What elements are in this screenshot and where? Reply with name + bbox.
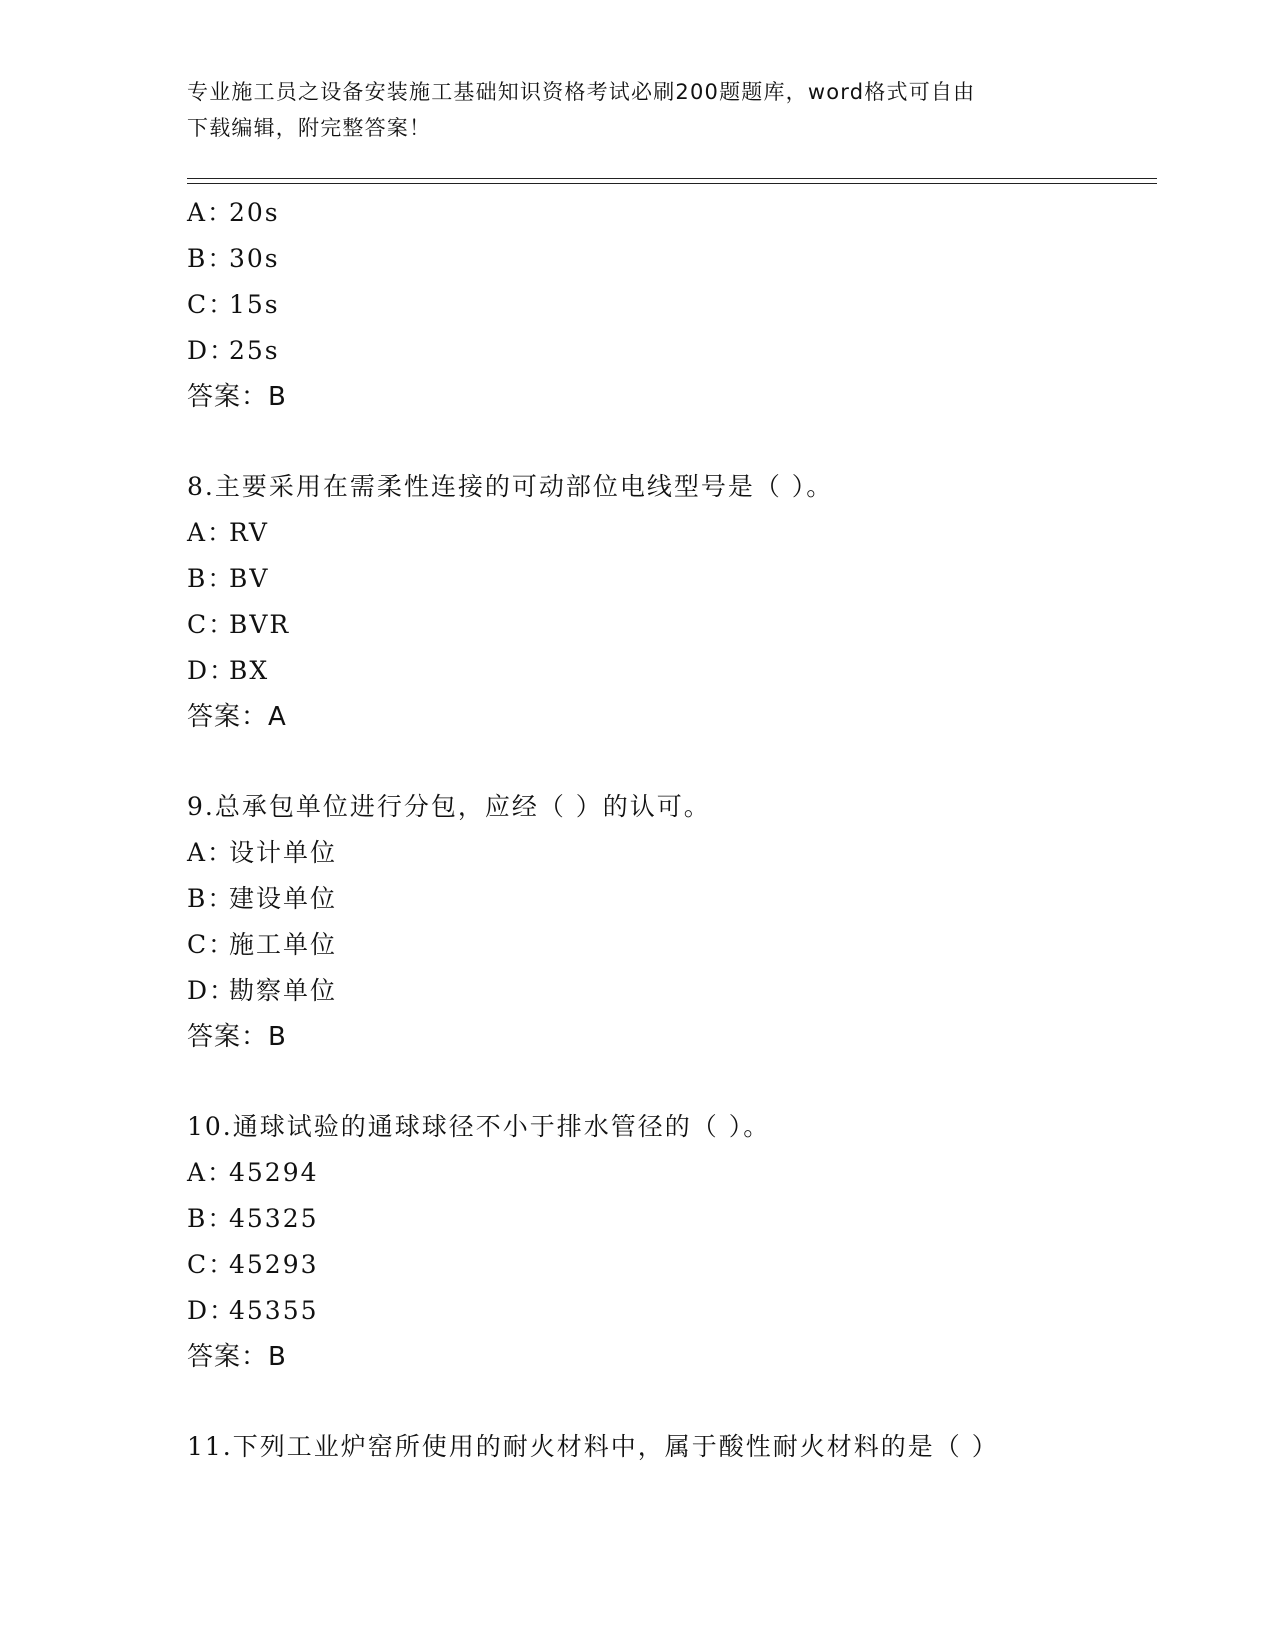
- document-header: [187, 74, 1077, 146]
- option-c: C：45293: [187, 1250, 319, 1279]
- header-divider-bottom: [187, 183, 1157, 184]
- question-block-9: [187, 784, 1137, 1060]
- option-d: D：勘察单位: [187, 976, 338, 1005]
- option-c: C：施工单位: [187, 930, 338, 959]
- option-b: B：30s: [187, 244, 280, 273]
- option-b: B：BV: [187, 564, 270, 593]
- option-b: B：建设单位: [187, 884, 338, 913]
- answer-text: 答案：B: [187, 1342, 287, 1372]
- question-block-8: [187, 464, 1137, 740]
- option-d: D：25s: [187, 336, 280, 365]
- question-text: 10.通球试验的通球球径不小于排水管径的（ ）。: [187, 1112, 771, 1141]
- question-block-11: [187, 1424, 1137, 1470]
- option-a: A：RV: [187, 518, 269, 547]
- option-a: A：设计单位: [187, 838, 338, 867]
- question-block-7: [187, 190, 1137, 420]
- answer-text: 答案：B: [187, 382, 287, 412]
- question-text: 11.下列工业炉窑所使用的耐火材料中，属于酸性耐火材料的是（ ）: [187, 1432, 999, 1461]
- header-line-2: 下载编辑，附完整答案！: [187, 116, 432, 140]
- option-b: B：45325: [187, 1204, 319, 1233]
- option-d: D：45355: [187, 1296, 319, 1325]
- header-divider-top: [187, 178, 1157, 179]
- option-c: C：15s: [187, 290, 280, 319]
- option-a: A：20s: [187, 198, 280, 227]
- option-c: C：BVR: [187, 610, 291, 639]
- question-list: [187, 190, 1137, 1470]
- option-d: D：BX: [187, 656, 270, 685]
- answer-text: 答案：A: [187, 702, 287, 732]
- question-text: 9.总承包单位进行分包，应经（ ）的认可。: [187, 792, 711, 821]
- question-block-10: [187, 1104, 1137, 1380]
- header-line-1: 专业施工员之设备安装施工基础知识资格考试必刷200题题库，word格式可自由: [187, 80, 976, 104]
- answer-text: 答案：B: [187, 1022, 287, 1052]
- option-a: A：45294: [187, 1158, 319, 1187]
- question-text: 8.主要采用在需柔性连接的可动部位电线型号是（ ）。: [187, 472, 834, 501]
